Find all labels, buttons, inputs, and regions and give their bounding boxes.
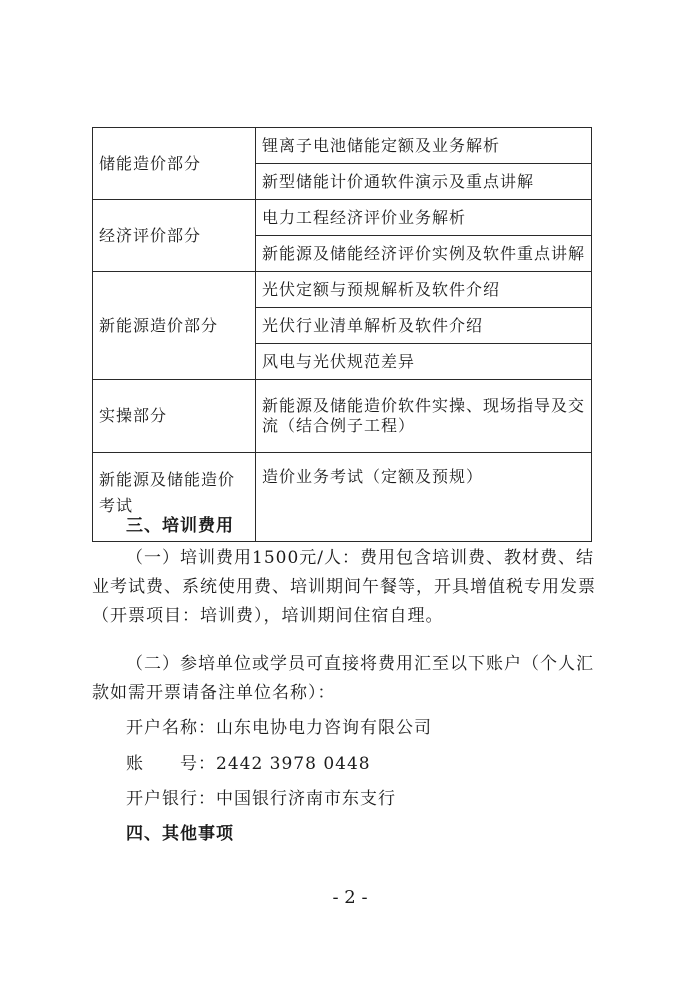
course-item: 新型储能计价通软件演示及重点讲解 [256,164,592,200]
table-row [93,200,592,236]
category-storage: 储能造价部分 [93,128,256,200]
section-heading-other: 四、其他事项 [126,824,234,844]
account-number: 账 号：2442 3978 0448 [126,754,371,774]
table-row [93,380,592,453]
course-item: 新能源及储能经济评价实例及软件重点讲解 [256,236,592,272]
category-new-energy: 新能源造价部分 [93,272,256,380]
bank-name: 开户银行：中国银行济南市东支行 [126,789,396,809]
section-heading-fees: 三、培训费用 [126,516,234,536]
page-number: - 2 - [332,887,368,908]
course-item: 造价业务考试（定额及预规） [256,453,592,542]
table-row [93,128,592,164]
category-practice: 实操部分 [93,380,256,453]
course-item: 电力工程经济评价业务解析 [256,200,592,236]
table-row [93,272,592,308]
course-table [92,127,592,542]
account-name: 开户名称：山东电协电力咨询有限公司 [126,718,432,738]
course-item: 锂离子电池储能定额及业务解析 [256,128,592,164]
fee-paragraph-2: （二）参培单位或学员可直接将费用汇至以下账户（个人汇款如需开票请备注单位名称）： [92,654,594,703]
course-item: 风电与光伏规范差异 [256,344,592,380]
category-exam: 新能源及储能造价考试 [93,453,256,542]
fee-paragraph-1: （一）培训费用1500元/人：费用包含培训费、教材费、结业考试费、系统使用费、培训期间午餐等，开具增值税专用发票（开票项目：培训费），培训期间住宿自理。 [92,548,596,626]
course-item: 光伏定额与预规解析及软件介绍 [256,272,592,308]
course-item: 新能源及储能造价软件实操、现场指导及交流（结合例子工程） [256,380,592,453]
course-item: 光伏行业清单解析及软件介绍 [256,308,592,344]
category-economic: 经济评价部分 [93,200,256,272]
